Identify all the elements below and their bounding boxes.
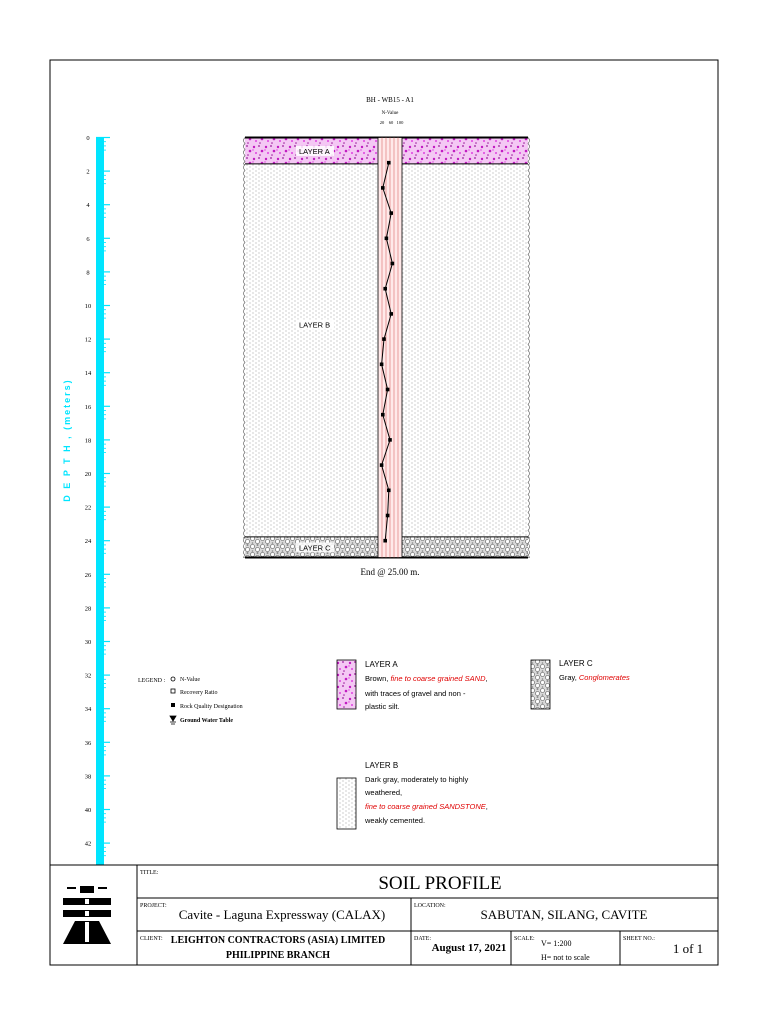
borehole-column	[378, 138, 402, 558]
legend-label: Ground Water Table	[180, 718, 234, 724]
nvalue-symbol-icon	[171, 677, 175, 681]
depth-tick-label: 36	[84, 739, 92, 747]
depth-tick-label: 10	[84, 303, 92, 310]
layer-label: LAYER C	[299, 543, 331, 553]
scale-label: SCALE:	[514, 936, 535, 942]
nvalue-point	[380, 363, 384, 367]
sheet-number: 1 of 1	[672, 941, 704, 956]
client-line1: LEIGHTON CONTRACTORS (ASIA) LIMITED	[170, 935, 386, 946]
water-table-icon	[170, 716, 176, 724]
nvalue-scale-tick: 20	[379, 120, 385, 125]
nvalue-point	[381, 186, 385, 190]
legend-item-nvalue	[171, 677, 200, 683]
nvalue-point	[381, 413, 385, 417]
nvalue-point	[382, 337, 386, 341]
depth-tick-label: 4	[86, 202, 90, 210]
layer-b-description	[337, 761, 488, 829]
depth-ruler	[85, 135, 110, 865]
nvalue-point	[386, 514, 390, 518]
depth-tick-label: 22	[84, 504, 92, 512]
borehole-id: BH - WB15 - A1	[366, 96, 414, 104]
depth-tick-label: 38	[84, 773, 92, 781]
depth-tick-label: 42	[84, 840, 92, 848]
depth-tick-label: 0	[86, 135, 90, 142]
depth-tick-label: 2	[86, 168, 90, 176]
nvalue-point	[385, 237, 389, 241]
nvalue-point	[380, 463, 384, 467]
recovery-ratio-symbol-icon	[171, 689, 175, 693]
layer-a-line3: plastic silt.	[365, 702, 400, 711]
legend-item-rqd	[171, 703, 243, 710]
legend-item-water-table	[170, 716, 233, 724]
layer-a-description	[337, 660, 488, 711]
depth-tick-label: 32	[84, 672, 92, 680]
layer-b-title: LAYER B	[365, 761, 399, 770]
legend-label: Rock Quality Designation	[180, 704, 243, 710]
legend-label: Recovery Ratio	[180, 690, 218, 696]
nvalue-scale-ticks	[380, 120, 404, 125]
layer-a-line2: with traces of gravel and non -	[365, 689, 466, 698]
nvalue-point	[389, 211, 393, 215]
depth-tick-label: 12	[84, 336, 92, 344]
client-label: CLIENT:	[140, 936, 163, 942]
nvalue-point	[387, 489, 391, 493]
project-name: Cavite - Laguna Expressway (CALAX)	[178, 907, 386, 922]
legend	[138, 677, 243, 724]
layer-label: LAYER B	[299, 320, 331, 330]
depth-tick-label: 28	[84, 605, 92, 613]
depth-tick-label: 14	[84, 370, 92, 378]
layer-a-swatch	[337, 660, 356, 709]
location-label: LOCATION:	[414, 903, 446, 909]
depth-tick-label: 20	[84, 471, 92, 478]
legend-title: LEGEND :	[138, 678, 166, 684]
depth-axis-label: D E P T H , (meters)	[62, 378, 72, 502]
nvalue-point	[386, 388, 390, 392]
layer-b-line4: weakly cemented.	[365, 816, 426, 825]
layer-b-swatch	[337, 778, 356, 829]
depth-tick-label: 34	[84, 706, 92, 714]
layer-a-title: LAYER A	[365, 660, 398, 669]
date-value: August 17, 2021	[431, 942, 507, 954]
drawing-title: SOIL PROFILE	[378, 873, 502, 894]
scale-vertical: V= 1:200	[541, 939, 572, 948]
nvalue-point	[387, 161, 391, 165]
title-block	[50, 865, 718, 965]
legend-label: N-Value	[180, 677, 200, 683]
nvalue-point	[383, 287, 387, 291]
nvalue-scale-tick: 60	[388, 120, 394, 125]
depth-tick-label: 40	[84, 807, 92, 814]
rqd-symbol-icon	[171, 703, 175, 707]
layer-label: LAYER A	[299, 146, 330, 156]
location-value: SABUTAN, SILANG, CAVITE	[480, 907, 648, 922]
project-label: PROJECT:	[140, 903, 167, 909]
ruler-bar	[96, 137, 104, 865]
nvalue-point	[389, 312, 393, 316]
layer-c-description	[531, 659, 630, 709]
layer-b-line1: Dark gray, moderately to highly	[365, 775, 469, 784]
nvalue-point	[388, 438, 392, 442]
client-line2: PHILIPPINE BRANCH	[225, 950, 331, 961]
layer-c-swatch	[531, 660, 550, 709]
nvalue-point	[383, 539, 387, 543]
end-of-borehole-note: End @ 25.00 m.	[360, 567, 420, 577]
layer-b-line2: weathered,	[365, 788, 403, 797]
legend-item-recovery-ratio	[171, 689, 218, 696]
sheet-label: SHEET NO.:	[623, 936, 655, 942]
layer-a-line1: Brown, fine to coarse grained SAND,	[365, 674, 488, 683]
layer-c-line1: Gray, Conglomerates	[559, 673, 630, 682]
depth-tick-label: 18	[84, 437, 92, 445]
depth-tick-label: 16	[84, 403, 92, 411]
depth-tick-label: 6	[86, 235, 90, 243]
layer-c-title: LAYER C	[559, 659, 593, 668]
nvalue-scale-tick: 100	[396, 120, 404, 125]
depth-tick-label: 8	[86, 269, 90, 277]
title-label: TITLE:	[140, 870, 159, 876]
nvalue-scale-label: N-Value	[381, 111, 399, 116]
depth-tick-label: 24	[84, 538, 92, 546]
nvalue-point	[391, 262, 395, 266]
company-logo-icon	[63, 886, 111, 944]
depth-tick-label: 26	[84, 571, 92, 579]
date-label: DATE:	[414, 936, 431, 942]
scale-horizontal: H= not to scale	[541, 953, 590, 962]
depth-tick-label: 30	[84, 639, 92, 646]
layer-b-line3: fine to coarse grained SANDSTONE,	[365, 802, 488, 811]
